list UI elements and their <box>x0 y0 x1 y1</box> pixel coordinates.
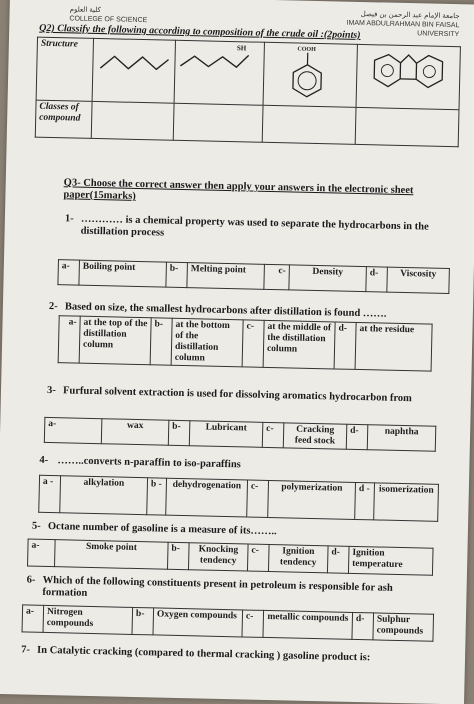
question-number: 3- <box>47 385 63 396</box>
option-c[interactable]: Ignition tendency <box>268 545 328 573</box>
option-d[interactable]: Sulphur compounds <box>373 613 434 641</box>
option-b[interactable]: Oxygen compounds <box>153 608 243 637</box>
question-text: Based on size, the smallest hydrocarbons after distillation is found ……. <box>65 301 445 321</box>
options-table <box>22 604 435 641</box>
option-a[interactable]: Boiling point <box>79 260 167 287</box>
option-b[interactable]: at the bottom of the distillation column <box>171 318 243 367</box>
option-c-letter: c- <box>262 422 284 447</box>
option-a-letter: a- <box>58 316 80 363</box>
option-a[interactable]: Nitrogen compounds <box>43 605 133 634</box>
college-name-en: COLLEGE OF SCIENCE <box>69 14 147 25</box>
question-number: 6- <box>27 575 43 586</box>
option-c-letter: c- <box>247 544 269 571</box>
question-text: Furfural solvent extraction is used for dissolving aromatics hydrocarbon from <box>63 385 433 405</box>
option-a-letter: a - <box>39 475 61 512</box>
question-text: ………… is a chemical property was used to separate the hydrocarbons in the distillation process <box>80 214 440 246</box>
option-b-letter: b- <box>150 318 172 365</box>
options-row <box>39 475 439 521</box>
question-number: 2- <box>49 301 65 312</box>
option-b[interactable]: dehydrogenation <box>166 478 248 517</box>
option-a-letter: a- <box>44 417 102 443</box>
question-number: 4- <box>39 455 55 466</box>
fluorene-structure-icon <box>360 46 457 106</box>
option-d[interactable]: at the residue <box>355 322 432 371</box>
option-b[interactable]: Knocking tendency <box>188 543 248 571</box>
classes-label: Classes of compound <box>35 100 91 138</box>
option-c[interactable]: metallic compounds <box>263 610 353 639</box>
option-c[interactable]: Cracking feed stock <box>283 423 347 449</box>
question-text: Octane number of gasoline is a measure of its…….. <box>48 521 418 540</box>
question-number: 7- <box>21 644 37 655</box>
option-d-letter: d- <box>366 267 388 292</box>
option-a-letter: a- <box>58 260 80 285</box>
question-text: ……..converts n-paraffin to iso-paraffins <box>57 455 427 474</box>
option-a[interactable]: alkylation <box>60 476 148 515</box>
university-name-ar: جامعة الإمام عبد الرحمن بن فيصل <box>310 9 460 21</box>
sh-label: SH <box>237 43 247 54</box>
structure-benzoic-acid <box>263 42 358 107</box>
option-c[interactable]: polymerization <box>268 480 356 519</box>
question-number: 5- <box>32 521 48 532</box>
option-d-letter: d- <box>327 546 349 573</box>
option-d-letter: d- <box>334 322 356 369</box>
cooh-label: COOH <box>297 45 316 56</box>
options-table <box>57 259 449 294</box>
option-c-letter: c- <box>242 610 264 637</box>
structure-fluorene <box>356 44 460 109</box>
options-row <box>58 260 449 294</box>
option-b-letter: b- <box>166 262 188 287</box>
option-c-letter: c- <box>247 480 269 517</box>
structure-alkane <box>92 38 176 103</box>
university-name-en: IMAM ABDULRAHMAN BIN FAISAL UNIVERSITY <box>309 18 459 39</box>
q3-title: Q3- Choose the correct answer then apply your answers in the electronic sheet paper(15marks) <box>63 177 443 210</box>
option-b-letter: b- <box>168 420 190 445</box>
option-d[interactable]: Viscosity <box>387 267 450 293</box>
option-d[interactable]: isomerization <box>374 483 439 521</box>
q2-title: Q2) Classify the following according to composition of the crude oil :(2points) <box>39 23 361 41</box>
option-a[interactable]: wax <box>101 419 169 446</box>
options-table <box>44 417 436 452</box>
question-number: 1- <box>65 213 81 224</box>
option-a[interactable]: at the top of the distillation column <box>79 316 151 365</box>
option-d[interactable]: naphtha <box>367 425 436 452</box>
options-table <box>58 315 433 371</box>
classification-table <box>35 37 461 148</box>
option-c-letter: c- <box>242 320 264 367</box>
alkane-structure-icon <box>96 40 171 82</box>
options-table <box>38 475 439 522</box>
options-row <box>22 605 434 641</box>
option-b-letter: b- <box>167 542 189 569</box>
class-answer-2[interactable] <box>173 103 262 142</box>
college-header <box>69 5 147 25</box>
question-text: Which of the following constituents present in petroleum is responsible for ash formation <box>42 575 422 608</box>
college-name-ar: كلية العلوم <box>70 5 148 16</box>
option-c-letter: c- <box>264 264 290 290</box>
question-text: In Catalytic cracking (compared to thermal cracking ) gasoline product is: <box>37 645 437 665</box>
option-b-letter: b- <box>132 607 154 634</box>
class-answer-3[interactable] <box>262 105 356 144</box>
structure-row <box>36 37 460 110</box>
option-a-letter: a- <box>22 605 44 632</box>
option-d-letter: d - <box>355 482 375 519</box>
option-c[interactable]: at the middle of the distillation column <box>263 320 335 369</box>
options-row <box>58 316 432 371</box>
options-table <box>27 539 434 576</box>
options-row <box>44 417 435 451</box>
option-b[interactable]: Lubricant <box>189 421 263 448</box>
option-b-letter: b - <box>147 478 167 515</box>
class-answer-1[interactable] <box>91 101 174 140</box>
structure-label: Structure <box>36 37 93 101</box>
option-a[interactable]: Smoke point <box>55 540 169 570</box>
options-row <box>28 539 434 575</box>
class-answer-4[interactable] <box>355 107 459 146</box>
option-a-letter: a- <box>28 539 56 567</box>
thiol-structure-icon <box>178 42 259 84</box>
option-d-letter: d- <box>352 612 374 639</box>
option-b[interactable]: Melting point <box>187 263 265 290</box>
option-c[interactable]: Density <box>289 265 367 292</box>
structure-thiol <box>174 40 264 105</box>
option-d-letter: d- <box>346 424 368 449</box>
option-d[interactable]: Ignition temperature <box>348 546 433 575</box>
